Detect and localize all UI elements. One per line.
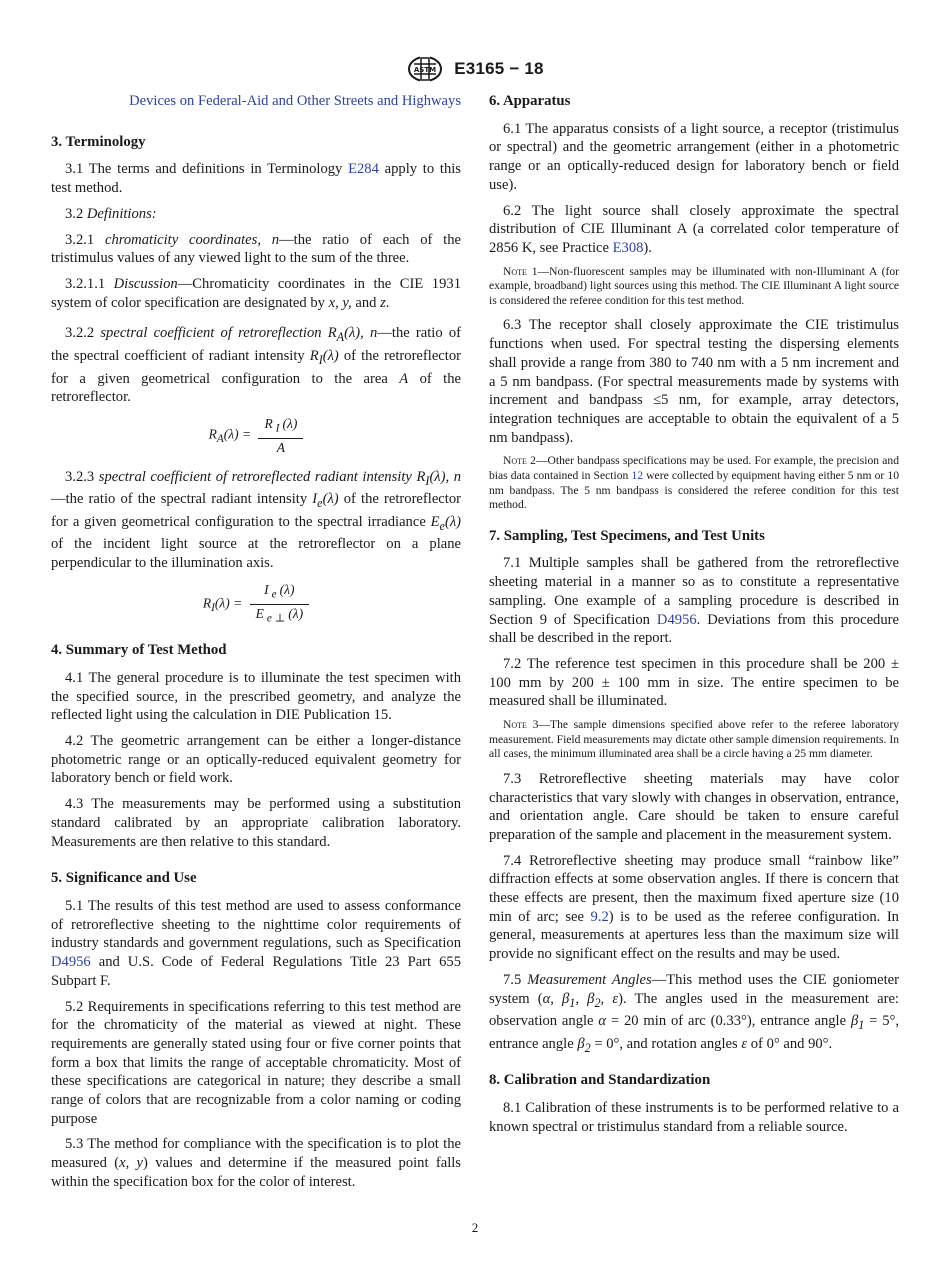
section-5-heading: 5. Significance and Use bbox=[51, 870, 197, 887]
note-1: Note 1—Non-fluorescent samples may be illuminated with non-Illuminant A (for example, broadband) light sources using this method. The CIE Illuminant A light source is considered the referee condition for this test method. bbox=[489, 264, 899, 307]
para-3-1: 3.1 The terms and definitions in Terminology E284 apply to this test method. bbox=[51, 161, 461, 197]
para-3-2-2: 3.2.2 spectral coefficient of retroreflection $R_A(\lambda)$, n—the ratio of the spectral coefficient of radiant intensity $R_I(\lambda)$ of the retroreflector for a given geometrical configuration to the area A of the retroreflector. bbox=[51, 325, 461, 406]
continued-reference[interactable]: Devices on Federal-Aid and Other Streets and Highways bbox=[129, 93, 461, 109]
para-6-1: 6.1 The apparatus consists of a light source, a receptor (tristimulus or spectral) and the geometric arrangement (either in a photometric range or an optically-reduced design for laboratory bench or field use). bbox=[489, 120, 899, 193]
left-column bbox=[51, 92, 461, 1199]
equation-2: $R_I(\lambda)$ = $\frac{I _e (\lambda)}{E _{e \perp} (\lambda)}$ bbox=[51, 581, 461, 627]
para-5-3: 5.3 The method for compliance with the specification is to plot the measured (x, y) values and determine if the measured point falls within the specification box for the color of interest. bbox=[51, 1136, 461, 1190]
link-e308[interactable]: E308 bbox=[612, 239, 644, 256]
astm-logo-icon bbox=[406, 54, 444, 84]
svg-text:ASTM: ASTM bbox=[414, 66, 437, 74]
para-3-2-3: 3.2.3 spectral coefficient of retroreflected radiant intensity $R_I(\lambda)$, n—the ratio of the spectral radiant intensity $I_e(\lambda)$ of the retroreflector for a given geometrical configuration to the spectral irradiance $E_e(\lambda)$ of the incident light source at the retroreflector on a plane perpendicular to the illumination axis. bbox=[51, 468, 462, 572]
para-4-3: 4.3 The measurements may be performed using a substitution standard calibrated by an appropriate calibration laboratory. Measurements are then relative to this standard. bbox=[51, 796, 461, 850]
para-4-1: 4.1 The general procedure is to illuminate the test specimen with the specified source, in the prescribed geometry, and analyze the reflected light using the calculation in DIE Publication 15. bbox=[51, 669, 461, 724]
para-7-4: 7.4 Retroreflective sheeting may produce small “rainbow like” diffraction effects at some observation angles. If there is concern that these effects are present, then the maximum fixed aperture size (10 min of arc; see 9.2) is to be used as the referee configuration. In general, measurements at apertures less than the maximum size will provide no significant effect on the results and may be used. bbox=[489, 852, 899, 963]
section-7-heading: 7. Sampling, Test Specimens, and Test Units bbox=[489, 527, 765, 544]
link-e284[interactable]: E284 bbox=[348, 161, 379, 178]
para-5-1: 5.1 The results of this test method are used to assess conformance of retroreflective sheeting to the nighttime color requirements of industry standards and government regulations, such as Specification D4956 and U.S. Code of Federal Regulations Title 23 Part 655 Subpart F. bbox=[51, 897, 461, 989]
para-7-2: 7.2 The reference test specimen in this procedure shall be 200 ± 100 mm by 200 ± 100 mm in size. The entire specimen to be measured shall be illuminated. bbox=[489, 655, 899, 710]
page-number: 2 bbox=[471, 1220, 479, 1235]
para-5-2: 5.2 Requirements in specifications referring to this test method are for the chromaticity of the material as viewed at night. These requirements are generally stated using four or five corner points that form a box that limits the range of acceptable chromaticity. Most of these specifications are categorical in nature; they describe a small range of colors that are recognizable from a color naming or coding purpose bbox=[51, 998, 461, 1127]
page-header bbox=[0, 54, 950, 84]
note-3: Note 3—The sample dimensions specified above refer to the referee laboratory measurement. Field measurements may dictate other sample dimension requirements. In all cases, the minimum illuminated area shall be a circle having a 25 mm diameter. bbox=[489, 718, 899, 761]
link-9-2[interactable]: 9.2 bbox=[590, 908, 609, 925]
para-4-2: 4.2 The geometric arrangement can be either a longer-distance photometric range or an optically-reduced equivalent geometry for laboratory bench or field work. bbox=[51, 733, 461, 787]
equation-1: $R_A(\lambda)$ = $\frac{R _I (\lambda)}{A}$ bbox=[51, 415, 461, 456]
para-7-5: 7.5 Measurement Angles—This method uses the CIE goniometer system (α, $\beta_1$, $\beta_2$, ε). The angles used in the measurement are: observation angle α = 20 min of arc (0.33°), entrance angle $\beta_1 = 5^\circ$, entrance angle $\beta_2 = 0^\circ$, and rotation angles ε of 0° and 90°. bbox=[489, 971, 899, 1055]
right-column bbox=[489, 92, 899, 1143]
link-d4956-2[interactable]: D4956 bbox=[656, 611, 697, 628]
para-6-2: 6.2 The light source shall closely approximate the spectral distribution of CIE Illuminant A (a correlated color temperature of 2856 K, see Practice E308). bbox=[489, 202, 899, 256]
para-7-3: 7.3 Retroreflective sheeting materials may have color characteristics that vary slowly with changes in observation, entrance, and orientation angle. Care should be taken to ensure careful preparation of the sample and placement in the measurement system. bbox=[489, 770, 899, 843]
para-3-2: 3.2 Definitions: bbox=[65, 205, 157, 222]
para-3-2-1: 3.2.1 chromaticity coordinates, n—the ratio of each of the tristimulus values of any viewed light to the sum of the three. bbox=[51, 231, 461, 267]
para-3-2-1-1: 3.2.1.1 Discussion—Chromaticity coordinates in the CIE 1931 system of color specification are designated by x, y, and z. bbox=[51, 275, 461, 311]
para-6-3: 6.3 The receptor shall closely approximate the CIE tristimulus functions when used. For spectral testing the dispersing elements shall provide a range from 380 to 740 nm with a 5 nm increment and a 5 nm bandpass. (For spectral measurements made by systems with increment and bandpass ≤5 nm, for example, array detectors, integration techniques are acceptable to obtain the equivalent of a 5 nm bandpass). bbox=[489, 317, 899, 446]
section-6-heading: 6. Apparatus bbox=[489, 93, 571, 109]
note-2: Note 2—Other bandpass specifications may be used. For example, the precision and bias data contained in Section 12 were collected by equipment having either 5 nm or 10 nm bandpass. The 5 nm bandpass is considered the referee condition for this test method. bbox=[489, 454, 899, 512]
section-4-heading: 4. Summary of Test Method bbox=[51, 642, 227, 659]
document-id: E3165 − 18 bbox=[454, 59, 544, 78]
section-8-heading: 8. Calibration and Standardization bbox=[489, 1072, 711, 1089]
link-d4956[interactable]: D4956 bbox=[51, 954, 91, 971]
link-section-12[interactable]: 12 bbox=[631, 468, 644, 482]
para-7-1: 7.1 Multiple samples shall be gathered from the retroreflective sheeting material in a manner so as to constitute a representative sampling. One example of a sampling procedure is described in Section 9 of Specification D4956. Deviations from this procedure shall be described in the report. bbox=[489, 555, 899, 647]
para-8-1: 8.1 Calibration of these instruments is to be performed relative to a known spectral or tristimulus standard from a reliable source. bbox=[489, 1100, 899, 1135]
section-3-heading: 3. Terminology bbox=[51, 133, 146, 150]
